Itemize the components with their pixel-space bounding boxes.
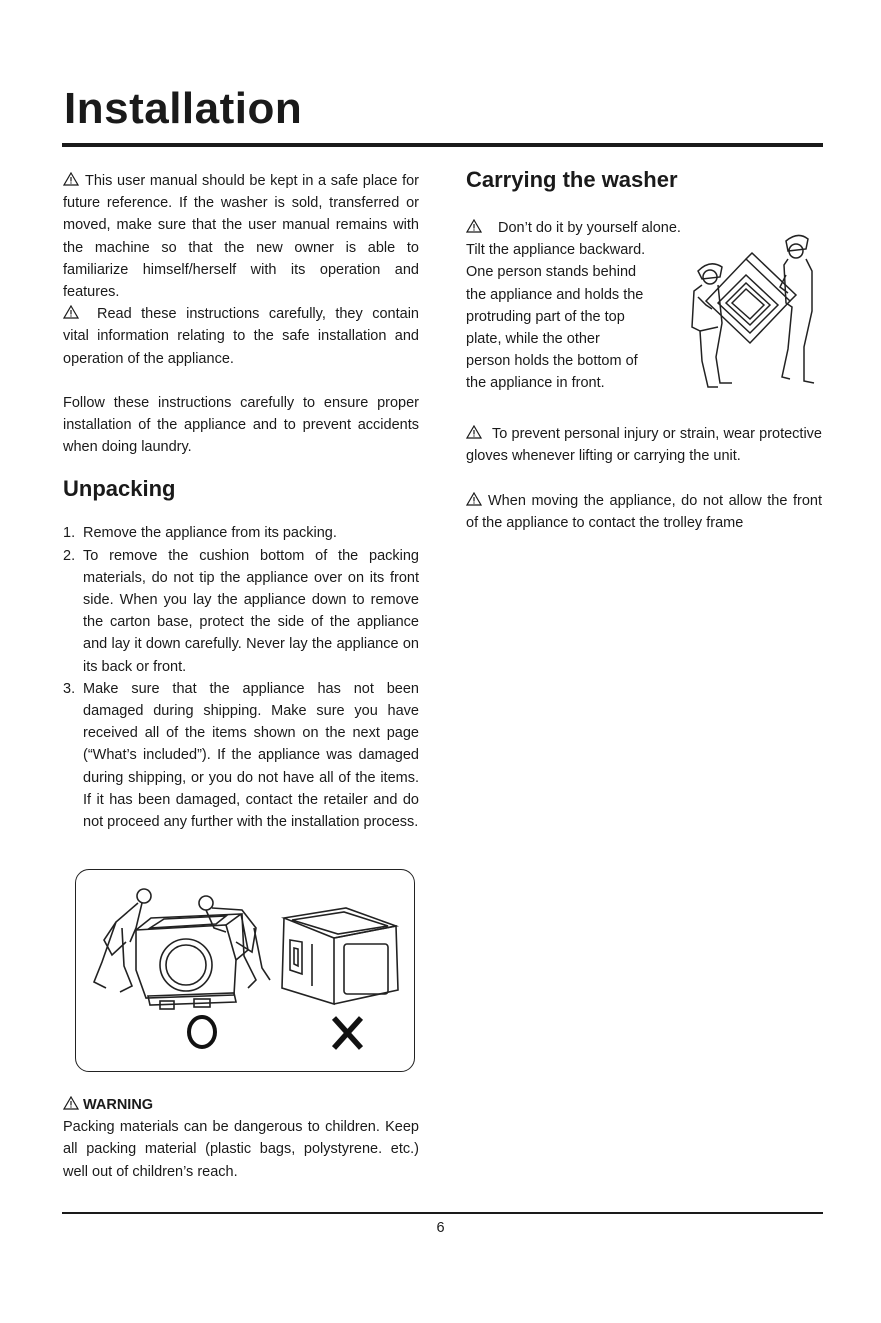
unpacking-heading: Unpacking — [63, 476, 176, 502]
page-title: Installation — [64, 84, 303, 133]
warning-triangle-icon — [466, 219, 482, 233]
washer-on-back-drawing — [282, 908, 398, 1004]
alone-warning: Don’t do it by yourself alone. — [466, 217, 822, 239]
circle-correct-icon — [189, 1017, 215, 1047]
list-item: 2. To remove the cushion bottom of the packing materials, do not tip the appliance over on its front side. When you lay the appliance down to remove the carton base, protect the side of the appliance and lay it down carefully. Never lay the appliance on its back or front. — [63, 547, 419, 675]
warning-text: Packing materials can be dangerous to children. Keep all packing material (plastic bags, polystyrene. etc.) well out of children’s reach. — [63, 1119, 419, 1180]
carrying-heading: Carrying the washer — [466, 167, 678, 192]
two-person-lift-drawing — [94, 889, 270, 1009]
warning-triangle-icon — [63, 305, 79, 319]
list-item: 1. Remove the appliance from its packing. — [63, 525, 337, 542]
warning-triangle-icon — [63, 1096, 79, 1110]
carrying-illustration — [688, 231, 816, 391]
page-number: 6 — [436, 1220, 445, 1236]
intro-paragraph-3: Follow these instructions carefully to ensure proper installation of the appliance and to prevent accidents when doing laundry. — [63, 394, 419, 456]
unpacking-steps — [63, 522, 419, 833]
packing-warning — [63, 1094, 419, 1183]
intro-paragraph-1 — [63, 170, 419, 303]
intro-text-2: Read these instructions carefully, they contain vital information relating to the safe installation and operation of the appliance. — [63, 306, 419, 367]
trolley-warning: When moving the appliance, do not allow the front of the appliance to contact the trolley frame — [466, 492, 822, 531]
intro-text-1: This user manual should be kept in a safe place for future reference. If the washer is sold, transferred or moved, make sure that the user manual remains with the machine so that the new owner is able to familiarize himself/herself with its operation and features. — [63, 173, 419, 301]
injury-warning: To prevent personal injury or strain, wear protective gloves whenever lifting or carrying the unit. — [466, 426, 822, 465]
tilt-instructions — [466, 239, 822, 397]
warning-label: WARNING — [63, 1094, 419, 1116]
right-column — [466, 167, 822, 534]
warning-triangle-icon — [63, 172, 79, 186]
title-rule — [62, 143, 823, 147]
tilt-text: Tilt the appliance backward. One person stands behind the appliance and holds the protruding part of the top plate, while the other person holds the bottom of the appliance in front. — [466, 242, 646, 392]
intro-paragraph-2 — [63, 303, 419, 370]
cross-incorrect-icon — [334, 1018, 361, 1048]
unpacking-figure-svg — [76, 870, 414, 1071]
unpacking-illustration — [75, 869, 415, 1072]
list-item: 3. Make sure that the appliance has not been damaged during shipping. Make sure you have received all of the items shown on the next page (“What’s included”). If the appliance was damaged during shipping, or you do not have all of the items. If it has been damaged, contact the retailer and do not proceed any further with the installation process. — [63, 680, 419, 831]
left-column — [63, 170, 419, 833]
warning-triangle-icon — [466, 425, 482, 439]
warning-triangle-icon — [466, 492, 482, 506]
footer-rule — [62, 1212, 823, 1214]
